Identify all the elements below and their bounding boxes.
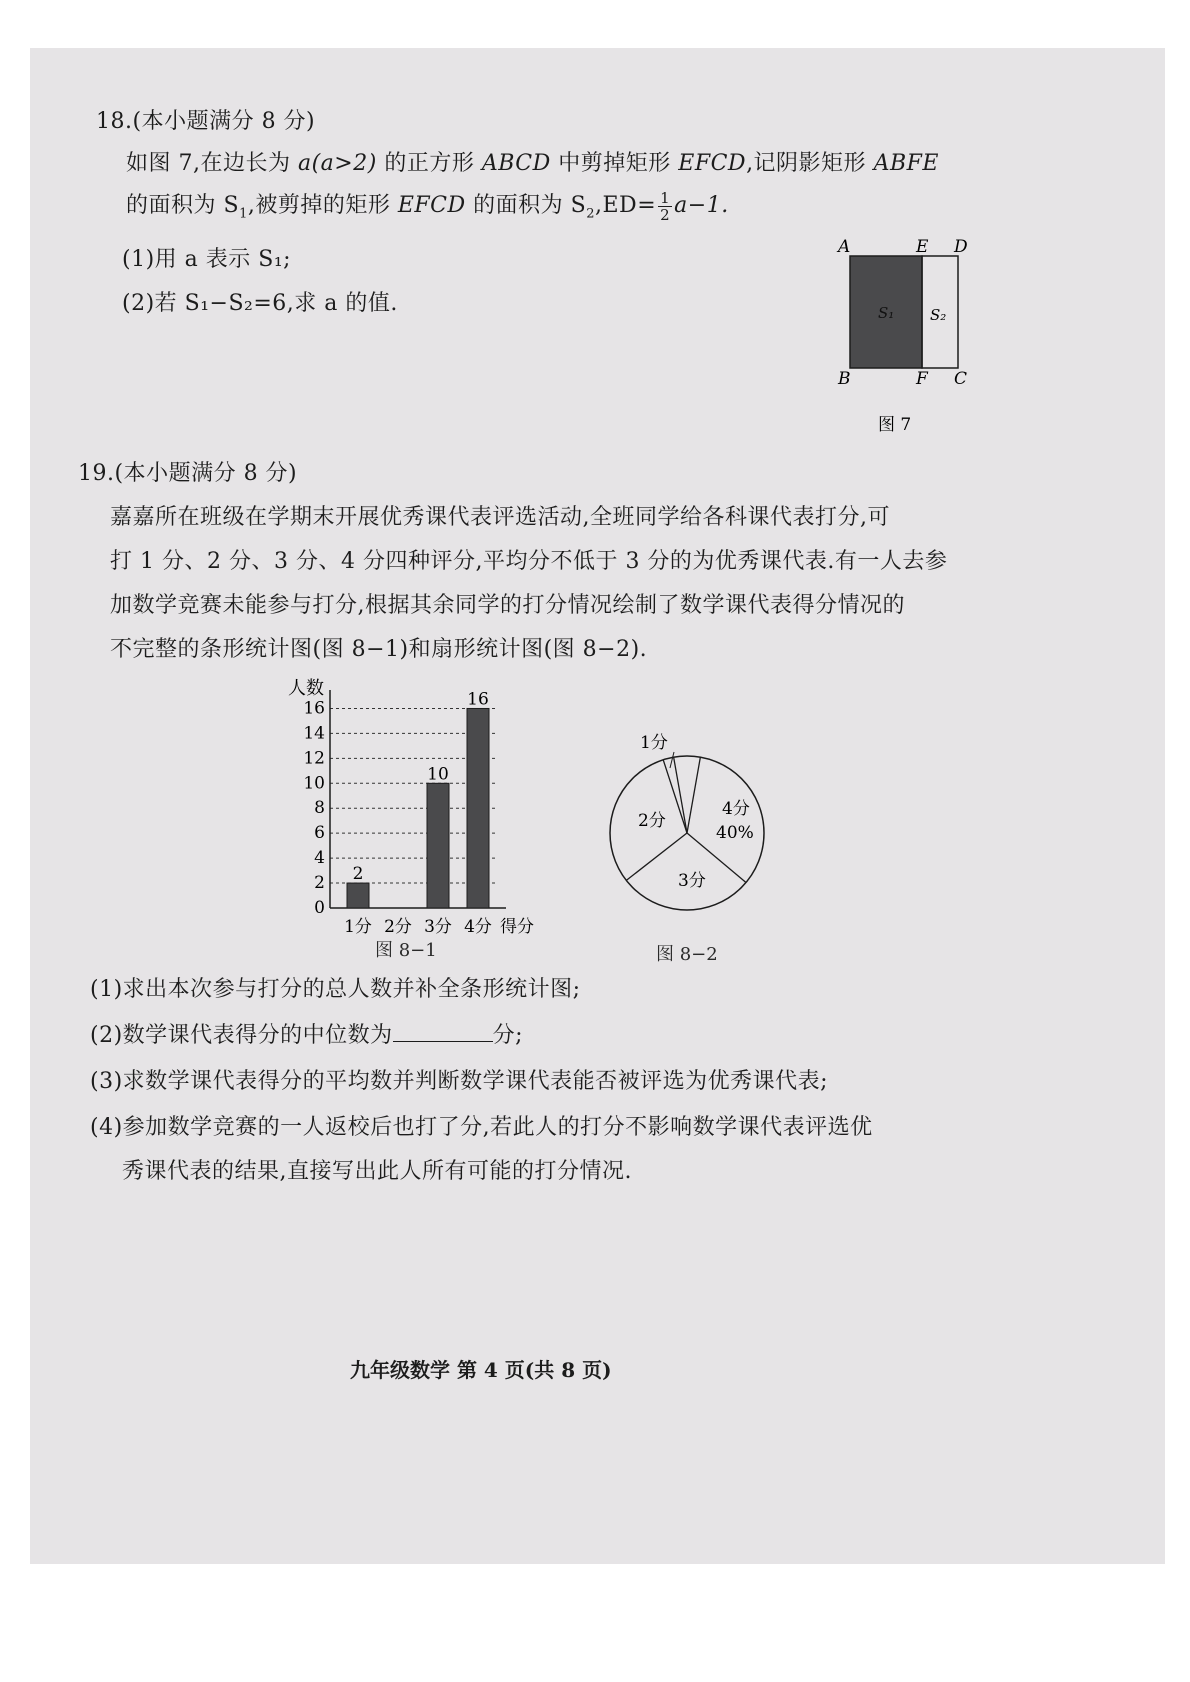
bar [347,883,369,908]
text: 分; [492,1023,524,1048]
text: (2)数学课代表得分的中位数为 [90,1023,393,1048]
figure-7 [800,234,980,444]
x-tick-label: 4分 [464,917,492,937]
bar-data-label: 2 [352,864,364,885]
x-axis-label: 得分 [500,917,534,937]
y-tick-label: 14 [303,723,325,744]
subscript: 2 [586,206,595,222]
label-b: B [838,369,851,389]
figure-7-caption: 图 7 [878,415,912,435]
math: ABFE [873,151,939,176]
q19-para-line: 不完整的条形统计图(图 8−1)和扇形统计图(图 8−2). [110,637,648,662]
q18-line1 [126,146,939,177]
q19-question-4-cont: 秀课代表的结果,直接写出此人所有可能的打分情况. [122,1159,632,1184]
pie-slice-boundary [687,757,700,833]
subscript: 1 [239,206,248,222]
exam-page [30,48,1165,1564]
x-tick-label: 2分 [384,917,412,937]
bar [427,783,449,908]
label-a: A [838,237,851,257]
bar-chart [270,666,580,956]
q19-question-2 [90,1018,523,1049]
y-tick-label: 6 [314,823,325,844]
bar-data-label: 16 [467,689,489,710]
label-d: D [954,237,968,257]
text: 如图 7,在边长为 [126,151,298,176]
page-footer: 九年级数学 第 4 页(共 8 页) [350,1358,612,1382]
pie-chart-caption: 图 8−2 [656,944,718,965]
q19-question-4: (4)参加数学竞赛的一人返校后也打了分,若此人的打分不影响数学课代表评选优 [90,1115,873,1140]
bar-data-label: 10 [427,764,449,785]
fraction-denominator: 2 [660,205,671,224]
pie-label-4-percent: 40% [716,823,754,843]
text: 的正方形 [376,151,482,176]
x-tick-label: 3分 [424,917,452,937]
math: EFCD [397,193,466,218]
y-tick-label: 0 [314,898,325,918]
q19-para-line: 加数学竞赛未能参与打分,根据其余同学的打分情况绘制了数学课代表得分情况的 [110,593,905,618]
y-tick-label: 2 [314,873,325,894]
y-tick-label: 8 [314,798,325,819]
math: a−1. [674,193,729,218]
pie-label-1: 1分 [640,733,668,753]
pie-label-2: 2分 [638,811,666,831]
q19-para-line: 嘉嘉所在班级在学期末开展优秀课代表评选活动,全班同学给各科课代表打分,可 [110,505,890,530]
y-tick-label: 16 [303,698,325,719]
bar-chart-caption: 图 8−1 [375,940,437,961]
y-tick-label: 10 [303,773,325,794]
q18-sub1: (1)用 a 表示 S₁; [122,247,292,272]
text: 的面积为 S [465,193,587,218]
label-s2: S₂ [930,306,947,324]
label-f: F [916,369,928,389]
q19-question-1: (1)求出本次参与打分的总人数并补全条形统计图; [90,977,581,1002]
pie-slice-boundary [663,760,687,833]
text: 中剪掉矩形 [550,151,679,176]
text: 的面积为 S [126,193,240,218]
math: a(a>2) [297,151,377,176]
pie-label-leader [670,752,674,768]
math: EFCD [678,151,747,176]
y-axis-label: 人数 [288,678,324,699]
q19-question-3: (3)求数学课代表得分的平均数并判断数学课代表能否被评选为优秀课代表; [90,1069,829,1094]
text: ,记阴影矩形 [746,151,874,176]
fraction-numerator: 1 [660,188,671,207]
x-tick-label: 1分 [344,917,372,937]
pie-chart [600,718,780,928]
label-s1: S₁ [878,304,895,322]
pie-slice-boundary [674,757,687,833]
text: ,ED= [595,193,657,218]
q18-sub2: (2)若 S₁−S₂=6,求 a 的值. [122,291,398,316]
q18-line2 [126,188,729,223]
y-tick-label: 4 [314,848,325,869]
y-tick-label: 12 [303,748,325,769]
label-c: C [954,369,968,389]
label-e: E [916,237,929,257]
q18-header: 18.(本小题满分 8 分) [96,109,316,134]
pie-label-4: 4分 [722,799,750,819]
bar [467,708,489,908]
fraction [658,190,672,223]
pie-label-3: 3分 [678,871,706,891]
q19-para-line: 打 1 分、2 分、3 分、4 分四种评分,平均分不低于 3 分的为优秀课代表.有一人去参 [110,549,948,574]
answer-blank[interactable] [393,1021,493,1042]
math: ABCD [481,151,551,176]
q19-header: 19.(本小题满分 8 分) [78,461,298,486]
text: ,被剪掉的矩形 [247,193,398,218]
